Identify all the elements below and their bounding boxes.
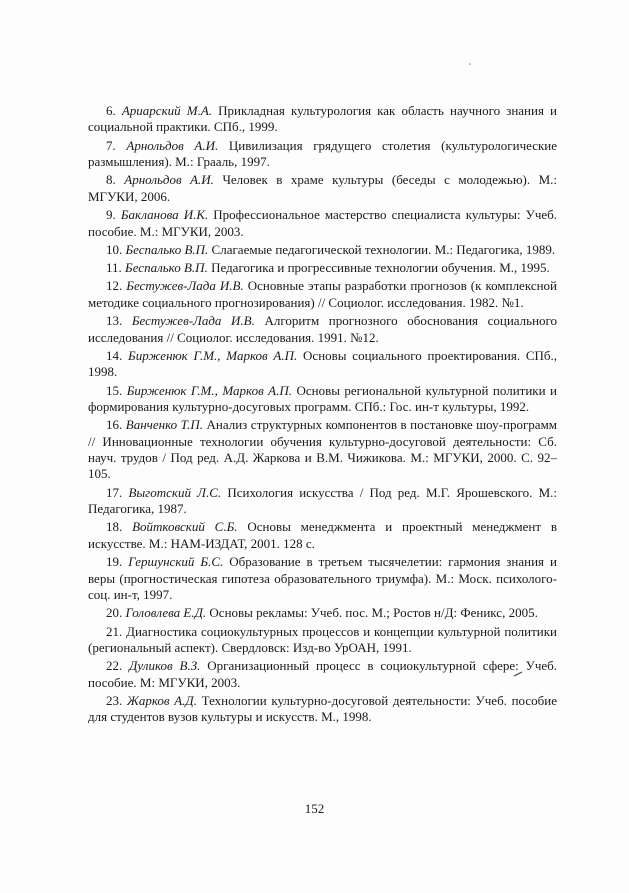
reference-text: Основные этапы разработки прогнозов (к комплексной методике социального прогнозирования) // Социолог. исследования. 1982. №1.	[88, 278, 558, 310]
reference-text: Педагогика и прогрессивные технологии обучения. М., 1995.	[211, 260, 550, 276]
reference-item	[88, 417, 557, 483]
reference-text: Технологии культурно-досуговой деятельности: Учеб. пособие для студентов вузов культуры и искусств. М., 1998.	[88, 692, 557, 725]
reference-item	[88, 207, 557, 240]
reference-text: Основы рекламы: Учеб. пос. М.; Ростов н/Д: Феникс, 2005.	[209, 605, 538, 621]
scan-speck	[469, 63, 471, 65]
reference-number: 21.	[106, 623, 123, 639]
reference-number: 17.	[106, 484, 123, 500]
reference-author: Бестужев-Лада И.В.	[126, 278, 244, 294]
reference-number: 6.	[106, 103, 116, 118]
reference-number: 11.	[106, 260, 122, 276]
reference-text: Человек в храме культуры (беседы с молодежью). М.: МГУКИ, 2006.	[88, 172, 558, 204]
reference-text: Диагностика социокультурных процессов и концепции культурной политики (региональный аспект). Свердловск: Изд-во УрОАН, 1991.	[88, 623, 557, 655]
reference-number: 15.	[106, 382, 123, 398]
reference-text: Профессиональное мастерство специалиста культуры: Учеб. пособие. М.: МГУКИ, 2003.	[88, 207, 558, 239]
reference-text: Психология искусства / Под ред. М.Г. Ярошевского. М.: Педагогика, 1987.	[88, 484, 558, 517]
reference-text: Алгоритм прогнозного обоснования социального исследования // Социолог. исследования. 1991. №12.	[88, 313, 558, 345]
reference-author: Ванченко Т.П.	[125, 417, 203, 433]
reference-number: 18.	[106, 519, 123, 535]
reference-number: 10.	[106, 241, 123, 257]
reference-item	[88, 138, 557, 171]
reference-text: Основы менеджмента и проектный менеджмент в искусстве. М.: НАМ-ИЗДАТ, 2001. 128 с.	[88, 519, 557, 551]
reference-item	[88, 348, 557, 381]
reference-author: Беспалько В.П.	[125, 260, 208, 276]
reference-item	[88, 103, 557, 136]
reference-item	[88, 605, 557, 621]
page-number: 152	[304, 801, 325, 816]
reference-item	[88, 172, 557, 205]
reference-number: 23.	[106, 692, 123, 708]
reference-text: Анализ структурных компонентов в постановке шоу-программ // Инновационные технологии обучения культурно-досуговой деятельности: Сб. науч. трудов / Под ред. А.Д. Жаркова и В.М. Чижикова. М.: МГУКИ, 2000. С. 92–105.	[88, 417, 558, 482]
reference-number: 19.	[106, 554, 123, 570]
reference-number: 7.	[106, 137, 116, 153]
reference-author: Бирженюк Г.М., Марков А.П.	[128, 347, 298, 363]
reference-item	[88, 658, 557, 691]
reference-author: Гершунский Б.С.	[128, 554, 224, 570]
reference-author: Арнольдов А.И.	[124, 172, 214, 188]
reference-author: Бакланова И.К.	[120, 207, 209, 223]
reference-item	[88, 313, 557, 346]
reference-item	[88, 485, 557, 518]
reference-text: Прикладная культурология как область научного знания и социальной практики. СПб., 1999.	[88, 103, 558, 135]
reference-number: 9.	[106, 207, 116, 223]
reference-author: Бестужев-Лада И.В.	[131, 313, 255, 329]
reference-author: Войтковский С.Б.	[132, 519, 238, 535]
reference-number: 22.	[106, 658, 123, 674]
reference-text: Образование в третьем тысячелетии: гармония знания и веры (прогностическая гипотеза образовательного триумфа). М.: Моск. психолого-соц. ин-т, 1997.	[88, 554, 557, 602]
reference-item	[88, 519, 557, 552]
reference-item	[88, 693, 557, 726]
reference-author: Беспалько В.П.	[125, 241, 209, 257]
reference-author: Выготский Л.С.	[128, 484, 222, 500]
reference-author: Арнольдов А.И.	[126, 137, 219, 153]
reference-item	[88, 383, 557, 416]
reference-item	[88, 278, 557, 311]
reference-number: 14.	[106, 347, 123, 363]
reference-list	[88, 103, 557, 728]
reference-author: Дуликов В.З.	[129, 658, 201, 674]
reference-number: 8.	[106, 172, 116, 188]
reference-item	[88, 554, 557, 603]
reference-item	[88, 260, 557, 276]
reference-number: 20.	[106, 605, 123, 621]
reference-item	[88, 624, 557, 657]
reference-author: Головлева Е.Д.	[125, 605, 207, 621]
reference-number: 13.	[106, 313, 123, 329]
reference-text: Организационный процесс в социокультурной сфере: Учеб. пособие. М: МГУКИ, 2003.	[88, 658, 558, 690]
reference-text: Основы региональной культурной политики и формирования культурно-досуговых программ. СПб.: Гос. ин-т культуры, 1992.	[88, 382, 557, 414]
reference-text: Основы социального проектирования. СПб., 1998.	[88, 347, 558, 380]
reference-author: Бирженюк Г.М., Марков А.П.	[126, 382, 292, 398]
reference-author: Ариарский М.А.	[121, 103, 213, 118]
reference-number: 16.	[106, 417, 123, 433]
reference-text: Слагаемые педагогической технологии. М.: Педагогика, 1989.	[211, 241, 556, 257]
reference-text: Цивилизация грядущего столетия (культурологические размышления). М.: Грааль, 1997.	[88, 137, 558, 170]
reference-author: Жарков А.Д.	[126, 692, 197, 708]
reference-number: 12.	[106, 278, 123, 294]
reference-item	[88, 242, 557, 258]
